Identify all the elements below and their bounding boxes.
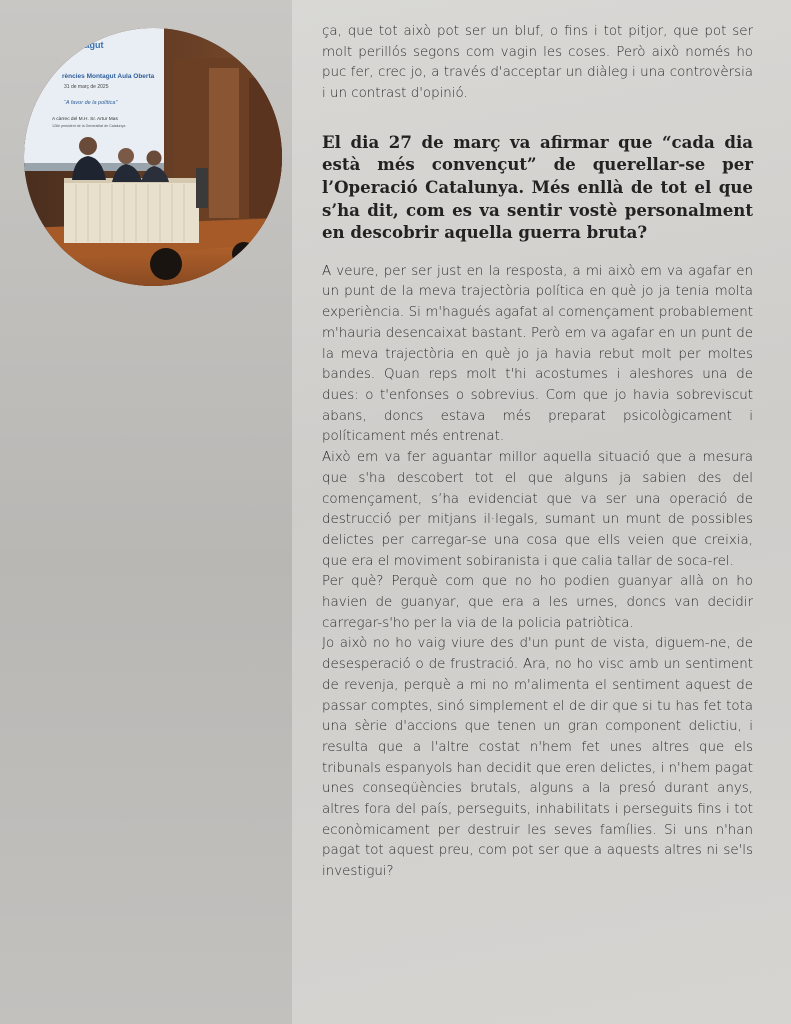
answer-paragraph: Jo això no ho vaig viure des d'un punt de vista, diguem-ne, de desesperació o de frustració. Ara, no ho visc amb un sentiment de revenja, perquè a mi no m'alimenta el sentiment aquest de passar comptes, sinó simplement el de dir que si tu has fet tota una sèrie d'accions que tenen un gran component delictiu, i resulta que a l'altre costat n'hem fet unes altres que els tribunals espanyols han decidit que eren delictes, i n'hem pagat unes conseqüències brutals, alguns a la presó durant anys, altres fora del país, perseguits, inhabilitats i perseguits fins i tot econòmicament per destruir les seves famílies. Si uns n'han pagat tot aquest preu, com pot ser que a aquests altres ni se'ls investigui? xyxy=(322,636,753,880)
answer-paragraph: Per què? Perquè com que no ho podien guanyar allà on ho havien de guanyar, que era a les urnes, doncs van decidir carregar-s'ho per la via de la policia patriòtica. xyxy=(322,574,753,631)
answer-paragraph: Això em va fer aguantar millor aquella situació que a mesura que s'ha descobert tot el que alguns ja sabien des del començament, s’ha evidenciat que va ser una operació de destrucció per mitjans il·legals, sumant un munt de possibles delictes per carregar-se una cosa que ells veien que creixia, que era el moviment sobiranista i que calia tallar de soca-rel. xyxy=(322,450,753,569)
screen-text-line: A càrrec del M.H. Sr. Artur Mas xyxy=(52,117,118,122)
screen-text-line: “A favor de la política” xyxy=(64,100,118,106)
screen-text-line: 126è president de la Generalitat de Catalunya xyxy=(52,124,126,128)
article-column xyxy=(322,22,753,883)
screen-text-line: rències Montagut Aula Oberta xyxy=(62,73,155,80)
intro-paragraph: ça, que tot això pot ser un bluf, o fins i tot pitjor, que pot ser molt perillós segons com vagin les coses. Però això només ho puc fer, crec jo, a través d'acceptar un diàleg i una controvèrsia i un contrast d'opinió. xyxy=(322,24,753,102)
screen-text-line: 31 de març de 2025 xyxy=(64,84,109,90)
screen-text-line: ntagut xyxy=(76,40,104,50)
event-photo xyxy=(24,28,282,286)
interview-question: El dia 27 de març va afirmar que “cada dia està més convençut” de querellar-se per l’Operació Catalunya. Més enllà de tot el que s’ha dit, com es va sentir vostè personalment en descobrir aquella guerra bruta? xyxy=(322,131,753,243)
answer-paragraph: A veure, per ser just en la resposta, a mi això em va agafar en un punt de la meva trajectòria política en què jo ja tenia molta experiència. Si m'hagués agafat al començament probablement m'hauria desencaixat bastant. Però em va agafar en un punt de la meva trajectòria en què jo ja havia rebut molt per moltes bandes. Quan reps molt t'hi acostumes i aleshores una de dues: o t'enfonses o sobrevius. Com que jo havia sobreviscut abans, doncs estava més preparat psicològicament i políticament més entrenat. xyxy=(322,263,753,445)
